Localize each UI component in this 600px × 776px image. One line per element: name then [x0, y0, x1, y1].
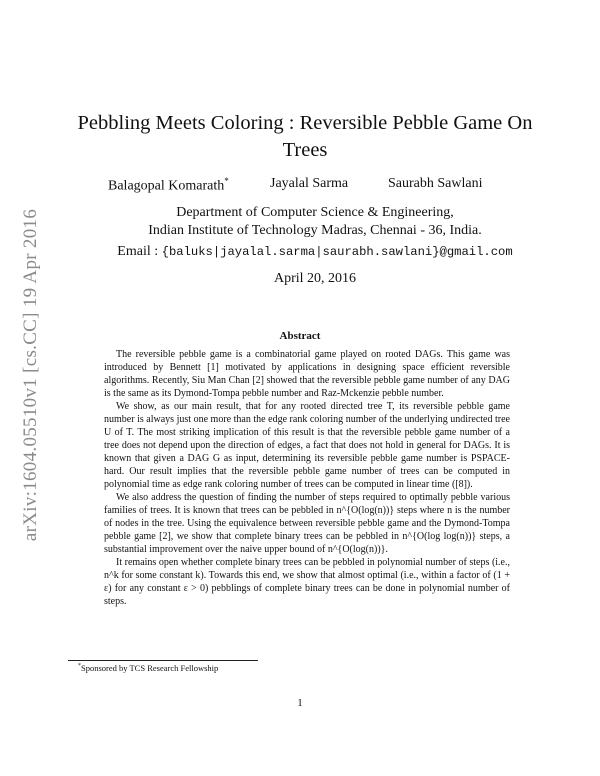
author-name: Jayalal Sarma	[270, 176, 349, 191]
publication-date: April 20, 2016	[273, 271, 357, 286]
abstract-paragraph: We show, as our main result, that for any rooted directed tree T, its reversible pebble game number is always just one more than the edge rank coloring number of the underlying undirected tree U of T. The most striking implication of this result is that the reversible pebble game number of a tree does not depend upon the direction of edges, a fact that does not hold in general for DAGs. It is known that given a DAG G as input, determining its reversible pebble game number is PSPACE-hard. Our result implies that the reversible pebble game number of trees can be computed in polynomial time as edge rank coloring number of trees can be computed in linear time ([8]).	[104, 401, 510, 490]
email-address: {baluks|jayalal.sarma|saurabh.sawlani}@gmail.com	[161, 245, 513, 259]
abstract-heading: Abstract	[279, 330, 321, 342]
email-label: Email :	[117, 244, 162, 259]
abstract-paragraph: It remains open whether complete binary trees can be pebbled in polynomial number of steps (i.e., n^k for some constant k). Towards this end, we show that almost optimal (i.e., within a factor of (1 + ε) for any constant ε > 0) pebblings of complete binary trees can be done in polynomial number of steps.	[104, 557, 510, 607]
abstract-paragraph: We also address the question of finding the number of steps required to optimally pebble various families of trees. It is known that trees can be pebbled in n^{O(log(n))} steps where n is the number of nodes in the tree. Using the equivalence between reversible pebble game and the Dymond-Tompa pebble game [2], we show that complete binary trees can be pebbled in n^{O(log log(n))} steps, a substantial improvement over the naive upper bound of n^{O(log(n))}.	[104, 492, 510, 555]
affiliation-institute: Indian Institute of Technology Madras, Chennai - 36, India.	[148, 223, 482, 238]
paper-title: Pebbling Meets Coloring : Reversible Pebble Game On Trees	[77, 112, 533, 161]
footnote	[78, 663, 218, 673]
affiliation-department: Department of Computer Science & Engineering,	[176, 205, 454, 220]
author-name: Balagopal Komarath*	[108, 176, 229, 194]
footnote-divider	[68, 660, 258, 661]
footnote-mark: *	[224, 176, 229, 186]
abstract-paragraph: The reversible pebble game is a combinatorial game played on rooted DAGs. This game was introduced by Bennett [1] motivated by applications in designing space efficient reversible algorithms. Recently, Siu Man Chan [2] showed that the reversible pebble game number of any DAG is the same as its Dymond-Tompa pebble number and Raz-Mckenzie pebble number.	[104, 349, 510, 399]
abstract-body	[104, 348, 510, 608]
footnote-text: Sponsored by TCS Research Fellowship	[81, 663, 219, 673]
email-line	[80, 244, 550, 260]
page-number: 1	[297, 697, 303, 709]
footnote-mark: *	[78, 663, 81, 670]
arxiv-identifier: arXiv:1604.05510v1 [cs.CC] 19 Apr 2016	[20, 208, 41, 542]
author-name: Saurabh Sawlani	[388, 176, 483, 191]
